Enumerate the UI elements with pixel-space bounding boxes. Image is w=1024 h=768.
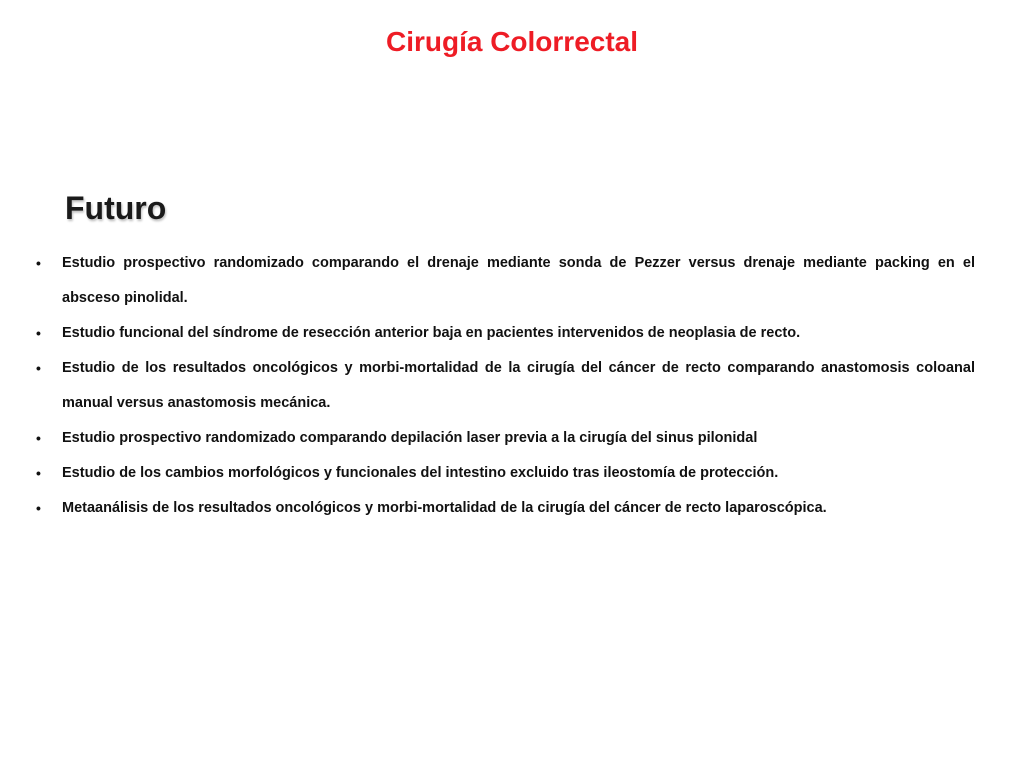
bullet-icon: • <box>36 360 41 376</box>
bullet-item <box>35 351 975 421</box>
bullet-text: Estudio prospectivo randomizado comparando depilación laser previa a la cirugía del sinus pilonidal <box>62 430 758 446</box>
bullet-text: Estudio de los resultados oncológicos y morbi-mortalidad de la cirugía del cáncer de recto comparando anastomosis coloanal manual versus anastomosis mecánica. <box>62 360 975 411</box>
slide-title: Cirugía Colorrectal <box>385 26 639 57</box>
bullet-icon: • <box>36 255 41 271</box>
bullet-item <box>35 421 975 456</box>
bullet-text: Estudio prospectivo randomizado comparando el drenaje mediante sonda de Pezzer versus drenaje mediante packing en el absceso pinolidal. <box>62 255 975 306</box>
bullet-item <box>35 316 975 351</box>
bullet-icon: • <box>36 465 41 481</box>
bullet-item <box>35 456 975 491</box>
bullet-icon: • <box>36 500 41 516</box>
bullet-item <box>35 491 975 526</box>
bullet-item <box>35 246 975 316</box>
bullet-text: Estudio de los cambios morfológicos y funcionales del intestino excluido tras ileostomía de protección. <box>62 465 779 481</box>
bullet-text: Metaanálisis de los resultados oncológicos y morbi-mortalidad de la cirugía del cáncer de recto laparoscópica. <box>62 500 827 516</box>
section-heading: Futuro <box>65 190 167 226</box>
bullet-icon: • <box>36 430 41 446</box>
bullet-icon: • <box>36 325 41 341</box>
bullet-text: Estudio funcional del síndrome de resección anterior baja en pacientes intervenidos de neoplasia de recto. <box>62 325 801 341</box>
bullet-list <box>35 246 975 526</box>
